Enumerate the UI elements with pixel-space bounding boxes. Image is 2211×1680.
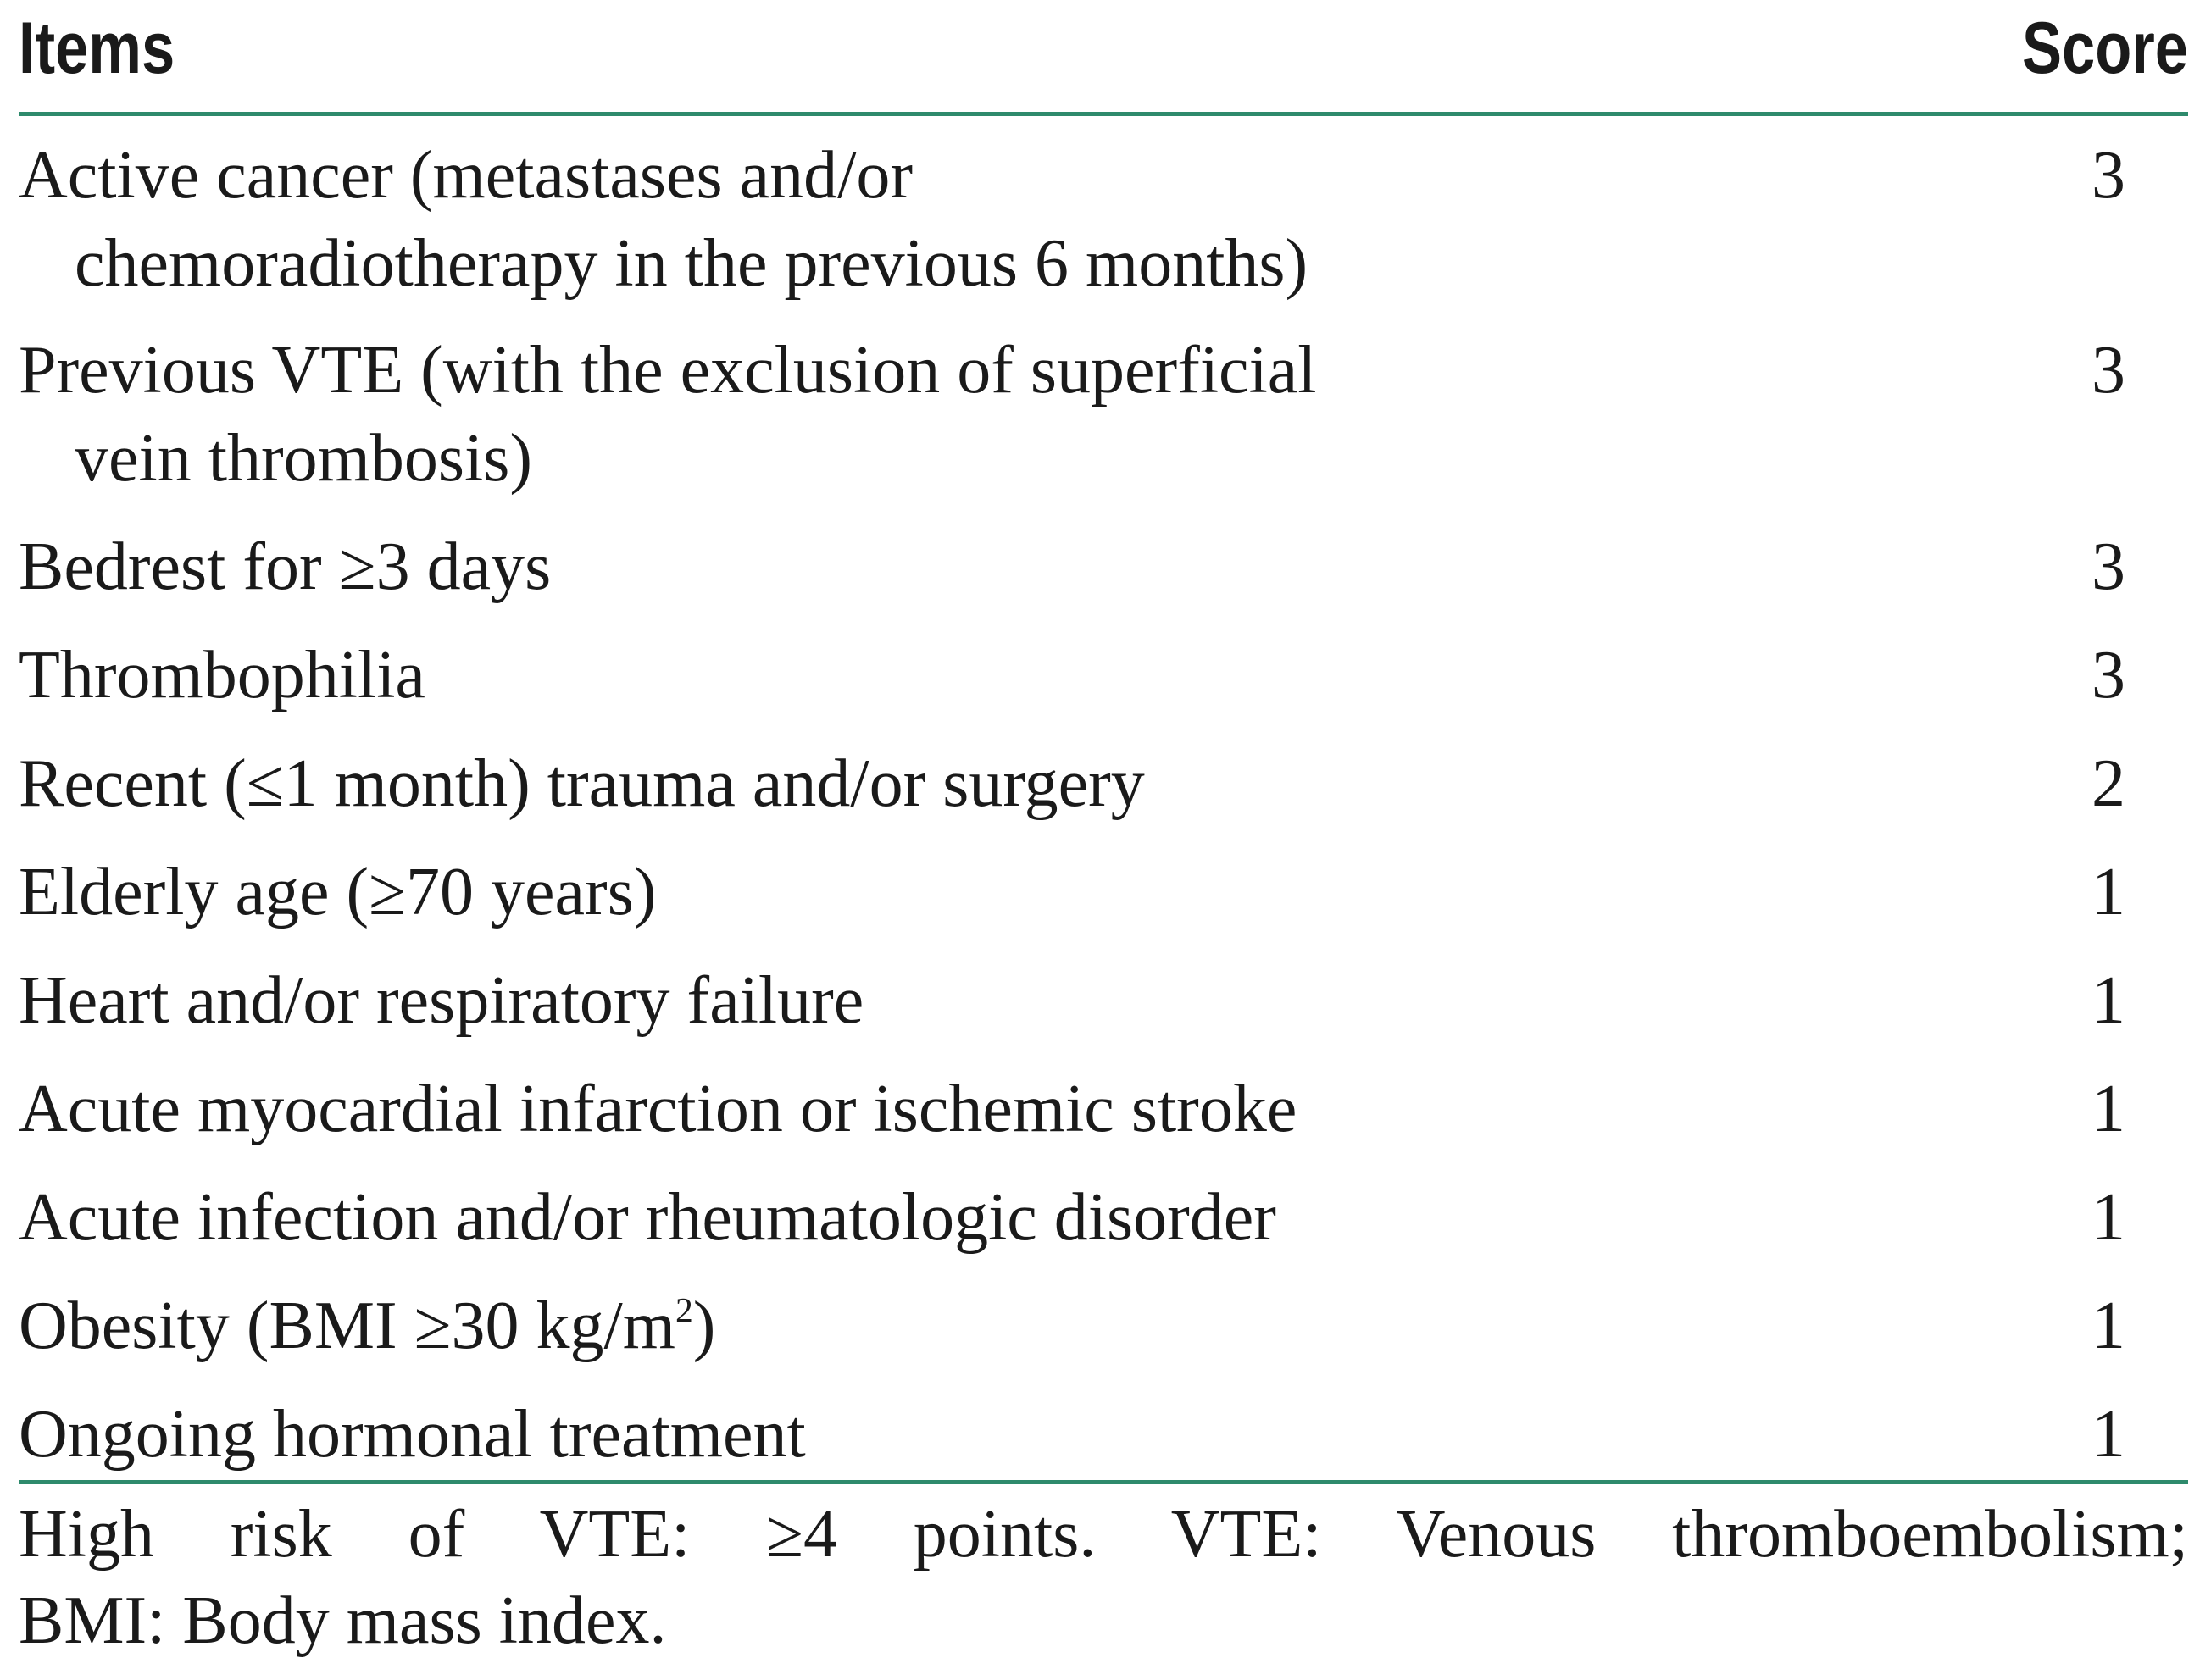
superscript-2: 2 [675,1289,693,1329]
table-row [19,1055,2188,1163]
row-score: 3 [2092,530,2125,604]
table-header [19,0,2188,112]
row-score: 1 [2092,1180,2125,1255]
table-body [19,116,2188,1480]
row-score: 1 [2092,963,2125,1038]
row-score: 1 [2092,1072,2125,1146]
row-item: Obesity (BMI ≥30 $kg/m^2$) [19,1289,716,1363]
footnote-line-1: High risk of VTE: ≥4 points. VTE: Venous thromboembolism; [19,1497,2188,1572]
table-row [19,116,2188,314]
row-score: 2 [2092,746,2125,821]
table-row [19,1380,2188,1480]
header-score: Score [2021,8,2188,89]
row-item: Elderly age (≥70 years) [19,855,657,929]
row-score: 1 [2092,1397,2125,1472]
table-row [19,838,2188,946]
table-footnote [19,1484,2188,1664]
table-row [19,314,2188,513]
row-item: Recent (≤1 month) trauma and/or surgery [19,746,1145,821]
row-score: 3 [2092,333,2125,408]
row-item: Ongoing hormonal treatment [19,1397,806,1472]
row-score: 3 [2092,638,2125,712]
footnote-line-2: BMI: Body mass index. [19,1583,667,1658]
row-item: Acute myocardial infarction or ischemic stroke [19,1072,1297,1146]
row-score: 3 [2092,138,2125,213]
row-score: 1 [2092,1289,2125,1363]
table-row [19,946,2188,1055]
table-row [19,513,2188,621]
header-items: Items [19,8,175,89]
row-item: Heart and/or respiratory failure [19,963,864,1038]
row-item: Active cancer (metastases and/or chemoradiotherapy in the previous 6 months) [19,138,1308,301]
table-row [19,1163,2188,1272]
table-row [19,621,2188,729]
row-score: 1 [2092,855,2125,929]
row-item: Bedrest for ≥3 days [19,530,552,604]
risk-score-table [19,0,2188,1664]
row-item: Thrombophilia [19,638,425,712]
row-item: Previous VTE (with the exclusion of superficial vein thrombosis) [19,333,1317,496]
row-item: Acute infection and/or rheumatologic disorder [19,1180,1276,1255]
table-row [19,729,2188,838]
table-row [19,1272,2188,1380]
